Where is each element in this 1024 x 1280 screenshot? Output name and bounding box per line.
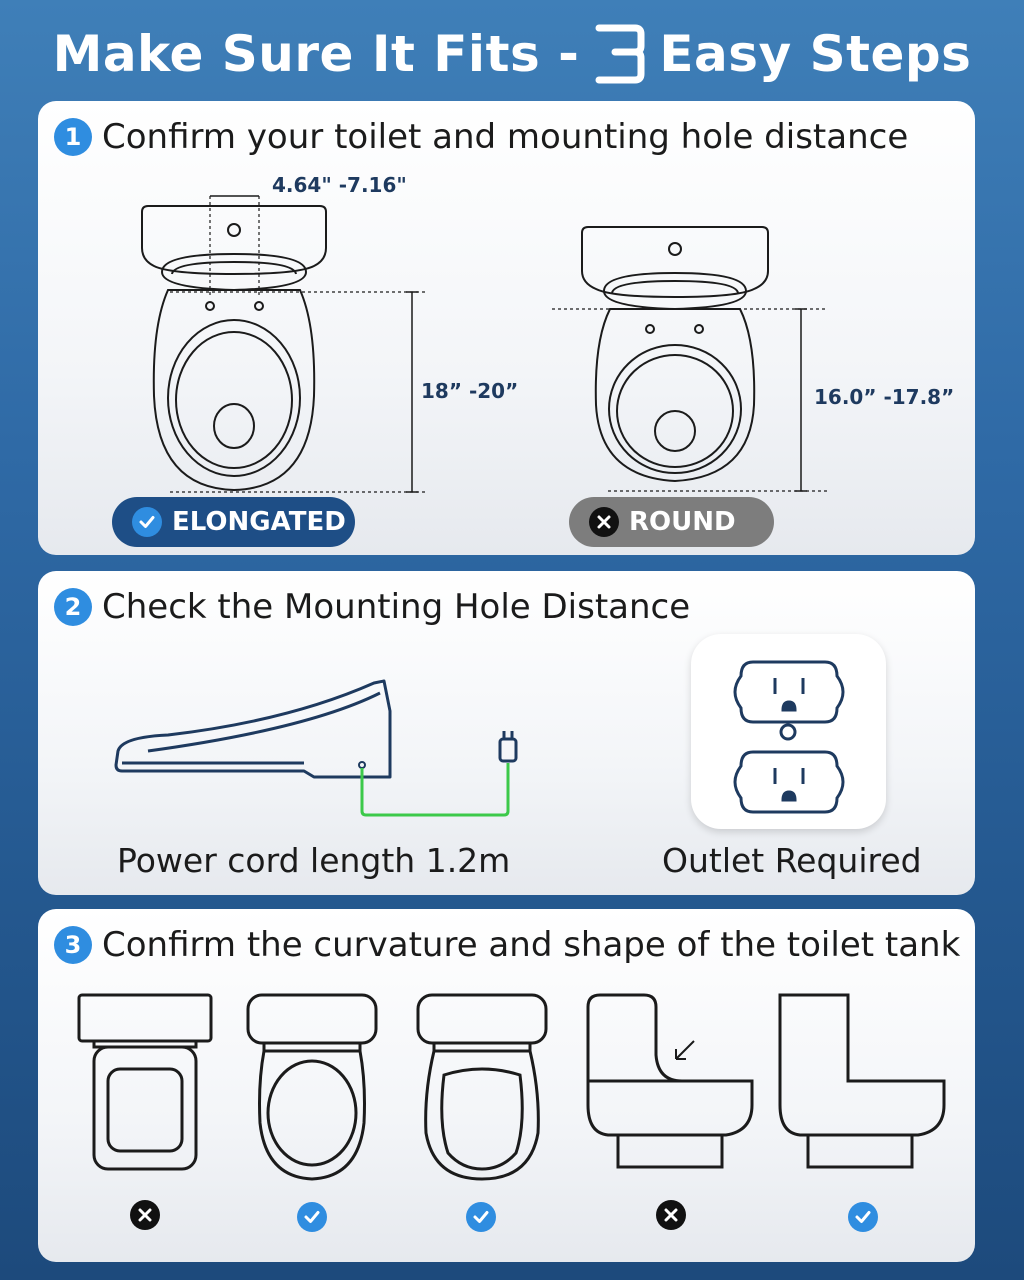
cord-caption: Power cord length 1.2m — [117, 841, 511, 880]
smart-seat-icon — [108, 671, 528, 821]
elongated-shape-toilet-icon — [414, 993, 554, 1183]
check-icon — [132, 507, 162, 537]
step1-card — [38, 101, 975, 555]
outlet-icon — [691, 634, 886, 829]
round-shape-toilet-icon — [244, 993, 384, 1183]
step3-card — [38, 909, 975, 1262]
step1-number: 1 — [54, 118, 92, 156]
page-title — [0, 18, 1024, 90]
check-icon — [466, 1202, 496, 1232]
elongated-length: 18” -20” — [421, 379, 519, 403]
elongated-hole-distance: 4.64" -7.16" — [272, 173, 407, 197]
round-length: 16.0” -17.8” — [814, 385, 955, 409]
elongated-badge — [112, 497, 355, 547]
title-suffix: Easy Steps — [659, 25, 972, 83]
round-badge-label: ROUND — [629, 507, 736, 537]
step1-title: Confirm your toilet and mounting hole distance — [102, 117, 909, 157]
step1-header — [54, 115, 908, 159]
step2-title: Check the Mounting Hole Distance — [102, 587, 691, 627]
number-three-icon — [591, 22, 647, 86]
step3-number: 3 — [54, 926, 92, 964]
elongated-toilet-icon — [128, 176, 438, 506]
round-toilet-icon — [548, 219, 838, 509]
title-prefix: Make Sure It Fits - — [52, 25, 580, 83]
step2-header — [54, 585, 690, 629]
step2-card — [38, 571, 975, 895]
x-icon — [589, 507, 619, 537]
step3-title: Confirm the curvature and shape of the toilet tank — [102, 925, 961, 965]
step3-header — [54, 923, 960, 967]
check-icon — [297, 1202, 327, 1232]
flat-tank-toilet-icon — [776, 993, 950, 1173]
elongated-badge-label: ELONGATED — [172, 507, 346, 537]
curved-tank-toilet-icon — [586, 993, 760, 1173]
step2-number: 2 — [54, 588, 92, 626]
outlet-caption: Outlet Required — [662, 841, 922, 880]
check-icon — [848, 1202, 878, 1232]
square-toilet-icon — [76, 993, 216, 1173]
x-icon — [656, 1200, 686, 1230]
round-badge — [569, 497, 774, 547]
x-icon — [130, 1200, 160, 1230]
